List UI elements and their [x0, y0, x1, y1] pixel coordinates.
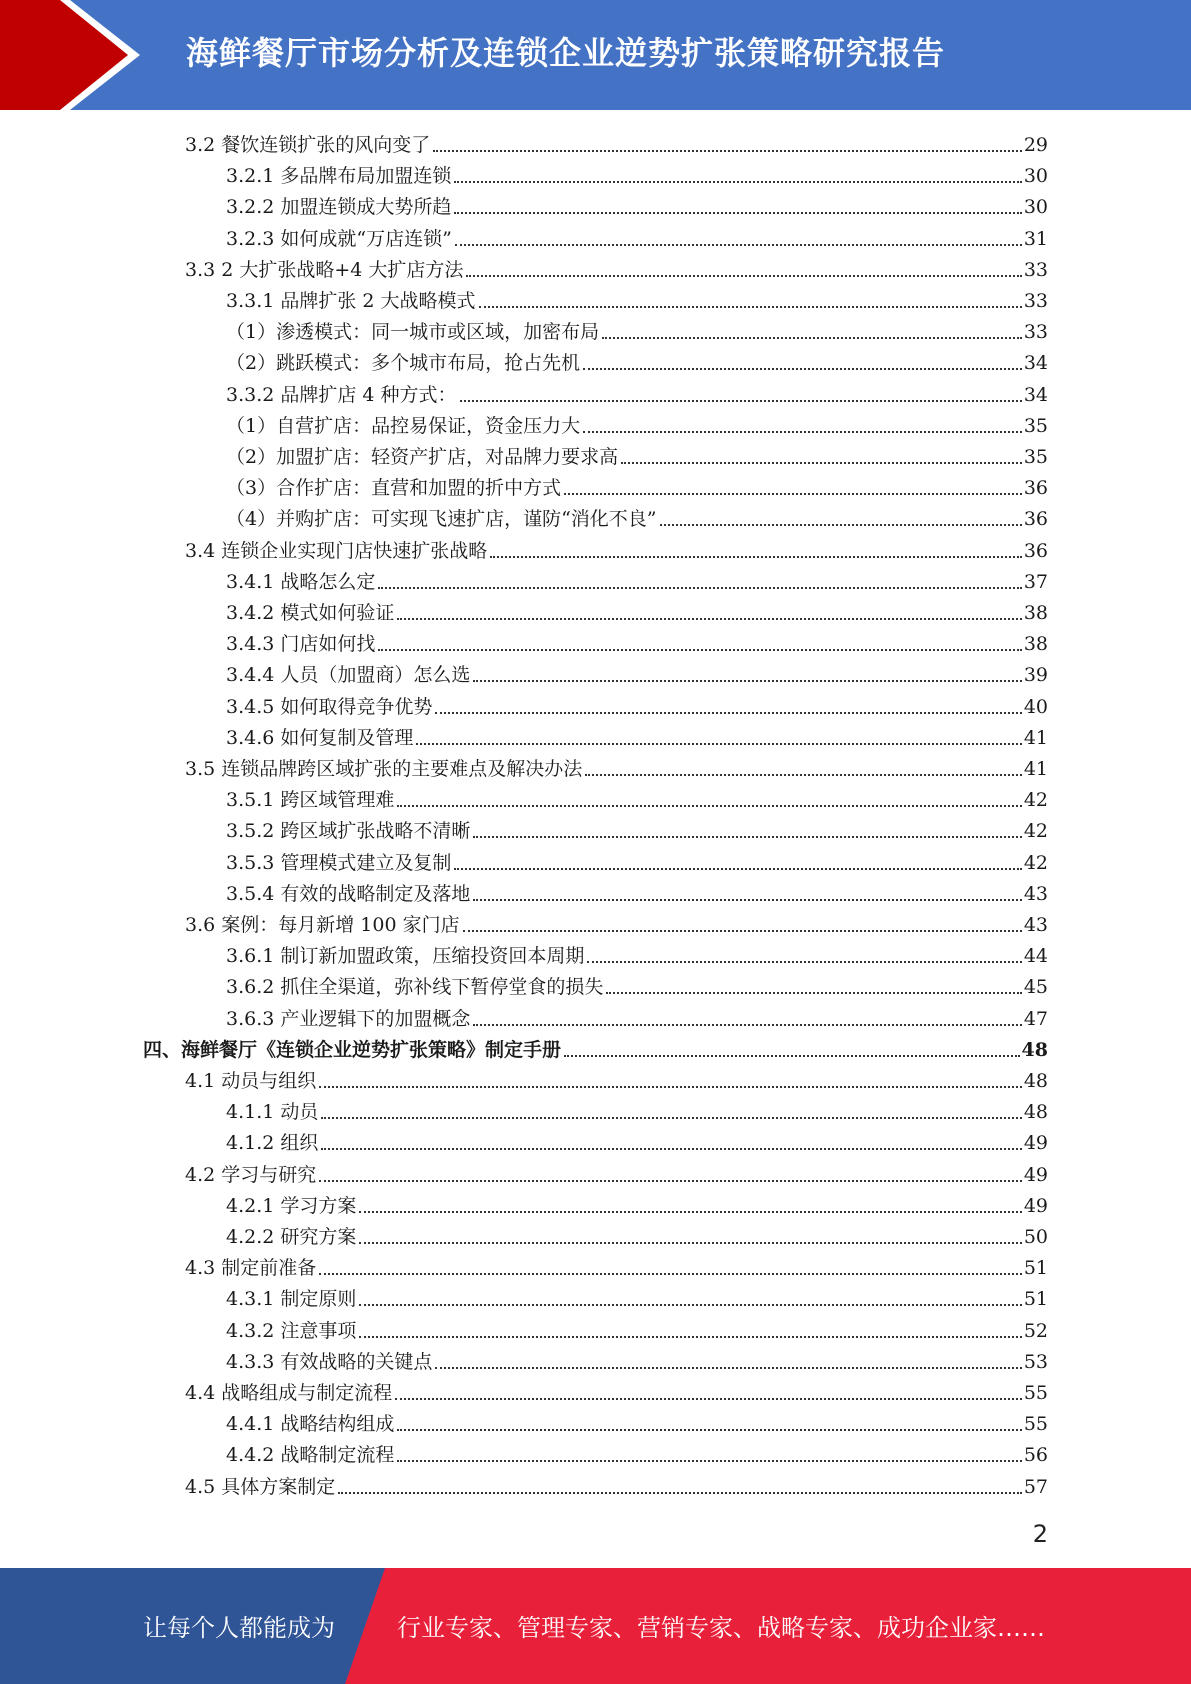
- toc-dot-leader: [338, 1492, 1022, 1494]
- toc-entry[interactable]: [226, 283, 1048, 314]
- toc-entry[interactable]: [226, 314, 1048, 345]
- toc-entry[interactable]: [185, 127, 1048, 158]
- toc-entry[interactable]: [185, 1375, 1048, 1406]
- toc-dot-leader: [564, 493, 1022, 495]
- toc-entry-label: 4.3 制定前准备: [185, 1257, 317, 1280]
- toc-dot-leader: [454, 181, 1021, 183]
- toc-dot-leader: [319, 1086, 1022, 1088]
- toc-entry-label: 3.3.2 品牌扩店 4 种方式：: [226, 383, 457, 406]
- toc-entry-page: 39: [1023, 664, 1048, 687]
- toc-entry[interactable]: [226, 595, 1048, 626]
- toc-entry[interactable]: [226, 1001, 1048, 1032]
- toc-dot-leader: [397, 805, 1021, 807]
- toc-entry-page: 35: [1023, 414, 1048, 437]
- toc-entry-label: 4.3.1 制定原则: [226, 1288, 357, 1311]
- toc-entry[interactable]: [226, 626, 1048, 657]
- toc-entry-label: 3.3 2 大扩张战略+4 大扩店方法: [185, 258, 464, 281]
- toc-dot-leader: [433, 150, 1022, 152]
- toc-dot-leader: [466, 275, 1021, 277]
- toc-entry-page: 49: [1023, 1194, 1048, 1217]
- toc-entry-label: 3.6.2 抓住全渠道，弥补线下暂停堂食的损失: [226, 976, 604, 999]
- toc-entry-label: 4.3.3 有效战略的关键点: [226, 1350, 433, 1373]
- toc-entry-page: 38: [1023, 633, 1048, 656]
- toc-entry[interactable]: [226, 408, 1048, 439]
- toc-entry[interactable]: [226, 564, 1048, 595]
- toc-dot-leader: [473, 899, 1021, 901]
- toc-dot-leader: [564, 1055, 1020, 1057]
- toc-dot-leader: [473, 680, 1021, 682]
- toc-entry-label: 4.3.2 注意事项: [226, 1319, 357, 1342]
- toc-entry-label: 3.4.6 如何复制及管理: [226, 726, 414, 749]
- toc-entry-label: 4.2.1 学习方案: [226, 1194, 357, 1217]
- toc-entry-label: 3.5.3 管理模式建立及复制: [226, 851, 452, 874]
- toc-entry[interactable]: [185, 1250, 1048, 1281]
- toc-dot-leader: [319, 1180, 1022, 1182]
- toc-entry-page: 43: [1023, 882, 1048, 905]
- toc-entry-page: 49: [1023, 1163, 1048, 1186]
- toc-entry-label: （4）并购扩店：可实现飞速扩店，谨防“消化不良”: [226, 508, 657, 531]
- toc-dot-leader: [321, 1117, 1021, 1119]
- toc-entry-label: 4.4 战略组成与制定流程: [185, 1382, 393, 1404]
- toc-entry-label: （2）加盟扩店：轻资产扩店，对品牌力要求高: [226, 446, 619, 468]
- toc-dot-leader: [490, 556, 1022, 558]
- toc-entry[interactable]: [226, 470, 1048, 501]
- toc-entry[interactable]: [226, 158, 1048, 189]
- toc-entry-page: 36: [1023, 477, 1048, 500]
- toc-entry-label: 3.4.3 门店如何找: [226, 633, 376, 656]
- toc-entry-label: 3.5 连锁品牌跨区域扩张的主要难点及解决办法: [185, 758, 583, 780]
- page-header: [0, 0, 1191, 110]
- toc-entry-page: 55: [1023, 1382, 1048, 1404]
- toc-entry[interactable]: [226, 1406, 1048, 1437]
- toc-entry-page: 48: [1023, 1101, 1048, 1124]
- toc-dot-leader: [606, 992, 1021, 994]
- toc-dot-leader: [359, 1242, 1021, 1244]
- toc-dot-leader: [583, 368, 1022, 370]
- toc-entry-label: 3.4 连锁企业实现门店快速扩张战略: [185, 539, 488, 562]
- toc-entry[interactable]: [226, 1094, 1048, 1125]
- toc-entry-label: 四、海鲜餐厅《连锁企业逆势扩张策略》制定手册: [143, 1038, 562, 1061]
- toc-entry[interactable]: [226, 876, 1048, 907]
- toc-entry-label: 3.2.2 加盟连锁成大势所趋: [226, 196, 452, 219]
- toc-entry-page: 38: [1023, 602, 1048, 624]
- toc-entry-label: 4.1.1 动员: [226, 1101, 319, 1124]
- toc-entry-label: 3.4.5 如何取得竞争优势: [226, 695, 433, 718]
- toc-dot-leader: [454, 868, 1021, 870]
- toc-entry-label: 3.6.1 制订新加盟政策，压缩投资回本周期: [226, 945, 585, 968]
- toc-dot-leader: [321, 1148, 1021, 1150]
- toc-entry-label: 3.3.1 品牌扩张 2 大战略模式: [226, 290, 476, 312]
- toc-entry[interactable]: [226, 845, 1048, 876]
- toc-entry-page: 47: [1023, 1007, 1048, 1030]
- toc-entry[interactable]: [226, 189, 1048, 220]
- toc-entry[interactable]: [143, 1032, 1048, 1063]
- toc-entry-page: 49: [1023, 1132, 1048, 1155]
- toc-dot-leader: [473, 1024, 1021, 1026]
- toc-entry-page: 51: [1023, 1257, 1048, 1280]
- toc-dot-leader: [602, 337, 1022, 339]
- page-number: 2: [1032, 1520, 1048, 1548]
- toc-entry-page: 44: [1023, 945, 1048, 968]
- toc-dot-leader: [395, 1398, 1022, 1400]
- toc-entry-label: 4.4.2 战略制定流程: [226, 1444, 395, 1467]
- toc-entry-label: 4.2 学习与研究: [185, 1163, 317, 1186]
- header-chevron-decoration: [0, 0, 170, 110]
- toc-entry[interactable]: [226, 720, 1048, 751]
- toc-entry[interactable]: [226, 689, 1048, 720]
- toc-dot-leader: [460, 400, 1022, 402]
- toc-entry-page: 31: [1023, 227, 1048, 250]
- toc-dot-leader: [585, 774, 1022, 776]
- toc-dot-leader: [378, 587, 1021, 589]
- toc-entry[interactable]: [226, 1219, 1048, 1250]
- toc-entry-label: 3.6.3 产业逻辑下的加盟概念: [226, 1007, 471, 1030]
- toc-entry-page: 48: [1021, 1038, 1048, 1061]
- toc-entry-page: 53: [1023, 1350, 1048, 1373]
- toc-entry[interactable]: [226, 501, 1048, 532]
- toc-entry-label: 3.5.1 跨区域管理难: [226, 789, 395, 812]
- toc-entry[interactable]: [226, 1125, 1048, 1156]
- toc-entry-label: 4.4.1 战略结构组成: [226, 1413, 395, 1436]
- toc-entry-label: 3.4.2 模式如何验证: [226, 602, 395, 624]
- toc-entry[interactable]: [226, 657, 1048, 688]
- toc-dot-leader: [587, 961, 1021, 963]
- toc-entry-page: 37: [1023, 570, 1048, 593]
- toc-entry-label: 3.5.4 有效的战略制定及落地: [226, 882, 471, 905]
- toc-entry-label: 3.5.2 跨区域扩张战略不清晰: [226, 820, 471, 843]
- toc-entry[interactable]: [226, 221, 1048, 252]
- toc-dot-leader: [416, 743, 1021, 745]
- toc-entry-page: 36: [1023, 539, 1048, 562]
- toc-entry-page: 33: [1023, 258, 1048, 281]
- toc-entry-page: 57: [1023, 1475, 1048, 1498]
- toc-entry[interactable]: [185, 1469, 1048, 1500]
- toc-entry-page: 34: [1023, 383, 1048, 406]
- toc-entry-page: 33: [1023, 321, 1048, 344]
- toc-entry-label: 3.2.1 多品牌布局加盟连锁: [226, 165, 452, 188]
- toc-entry-page: 43: [1023, 914, 1048, 936]
- toc-entry-page: 30: [1023, 165, 1048, 188]
- toc-entry[interactable]: [185, 751, 1048, 782]
- toc-dot-leader: [359, 1211, 1021, 1213]
- toc-entry-page: 45: [1023, 976, 1048, 999]
- toc-entry[interactable]: [185, 1157, 1048, 1188]
- toc-entry-page: 41: [1023, 758, 1048, 780]
- toc-dot-leader: [583, 431, 1022, 433]
- report-title: 海鲜餐厅市场分析及连锁企业逆势扩张策略研究报告: [186, 34, 946, 72]
- footer-slogan-left: 让每个人都能成为: [143, 1614, 335, 1642]
- toc-dot-leader: [397, 1460, 1021, 1462]
- toc-dot-leader: [479, 306, 1022, 308]
- toc-entry-label: 4.5 具体方案制定: [185, 1475, 336, 1498]
- toc-entry[interactable]: [226, 377, 1048, 408]
- toc-entry[interactable]: [226, 439, 1048, 470]
- toc-entry-page: 29: [1023, 134, 1048, 156]
- toc-entry[interactable]: [185, 252, 1048, 283]
- toc-entry-label: 4.1.2 组织: [226, 1132, 319, 1155]
- toc-entry-page: 42: [1023, 789, 1048, 812]
- toc-entry-label: 3.4.4 人员（加盟商）怎么选: [226, 664, 471, 687]
- page-footer: [0, 1568, 1191, 1684]
- toc-entry[interactable]: [226, 1344, 1048, 1375]
- toc-dot-leader: [359, 1304, 1021, 1306]
- toc-dot-leader: [397, 1429, 1021, 1431]
- toc-entry-page: 56: [1023, 1444, 1048, 1467]
- toc-entry[interactable]: [226, 1188, 1048, 1219]
- toc-entry-label: 3.6 案例：每月新增 100 家门店: [185, 914, 460, 936]
- toc-dot-leader: [435, 712, 1021, 714]
- toc-dot-leader: [454, 212, 1021, 214]
- toc-entry-page: 48: [1023, 1070, 1048, 1092]
- toc-entry[interactable]: [226, 938, 1048, 969]
- toc-entry[interactable]: [226, 969, 1048, 1000]
- toc-entry-page: 51: [1023, 1288, 1048, 1311]
- toc-dot-leader: [463, 930, 1022, 932]
- toc-dot-leader: [378, 649, 1021, 651]
- toc-entry-page: 52: [1023, 1319, 1048, 1342]
- toc-entry[interactable]: [226, 1437, 1048, 1468]
- toc-entry-label: （2）跳跃模式：多个城市布局，抢占先机: [226, 352, 581, 375]
- toc-dot-leader: [621, 462, 1022, 464]
- toc-entry-label: 4.2.2 研究方案: [226, 1226, 357, 1248]
- toc-entry-page: 55: [1023, 1413, 1048, 1436]
- toc-entry-page: 30: [1023, 196, 1048, 219]
- toc-entry-page: 40: [1023, 695, 1048, 718]
- toc-entry-page: 41: [1023, 726, 1048, 749]
- toc-entry[interactable]: [226, 1281, 1048, 1312]
- toc-dot-leader: [660, 524, 1022, 526]
- toc-entry-label: （3）合作扩店：直营和加盟的折中方式: [226, 477, 562, 500]
- toc-entry[interactable]: [226, 782, 1048, 813]
- toc-entry[interactable]: [226, 813, 1048, 844]
- toc-dot-leader: [455, 244, 1022, 246]
- toc-entry-label: （1）自营扩店：品控易保证，资金压力大: [226, 414, 581, 437]
- footer-slogan-right: 行业专家、管理专家、营销专家、战略专家、成功企业家……: [397, 1614, 1045, 1642]
- toc-entry-page: 50: [1023, 1226, 1048, 1248]
- toc-entry-page: 42: [1023, 820, 1048, 843]
- toc-entry-page: 35: [1023, 446, 1048, 468]
- toc-dot-leader: [359, 1336, 1021, 1338]
- toc-entry-label: 3.2 餐饮连锁扩张的风向变了: [185, 134, 431, 156]
- toc-entry[interactable]: [185, 1063, 1048, 1094]
- toc-dot-leader: [319, 1273, 1022, 1275]
- toc-entry-page: 34: [1023, 352, 1048, 375]
- toc-entry-label: 3.4.1 战略怎么定: [226, 570, 376, 593]
- toc-entry[interactable]: [226, 1313, 1048, 1344]
- toc-entry-page: 42: [1023, 851, 1048, 874]
- toc-entry[interactable]: [226, 345, 1048, 376]
- toc-entry[interactable]: [185, 907, 1048, 938]
- toc-entry-label: （1）渗透模式：同一城市或区域，加密布局: [226, 321, 600, 344]
- toc-entry-page: 33: [1023, 290, 1048, 312]
- toc-entry-page: 36: [1023, 508, 1048, 531]
- toc-dot-leader: [435, 1367, 1021, 1369]
- toc-entry[interactable]: [185, 533, 1048, 564]
- toc-dot-leader: [473, 836, 1021, 838]
- toc-entry-label: 3.2.3 如何成就“万店连锁”: [226, 227, 452, 250]
- toc-entry-label: 4.1 动员与组织: [185, 1070, 317, 1092]
- toc-dot-leader: [397, 618, 1021, 620]
